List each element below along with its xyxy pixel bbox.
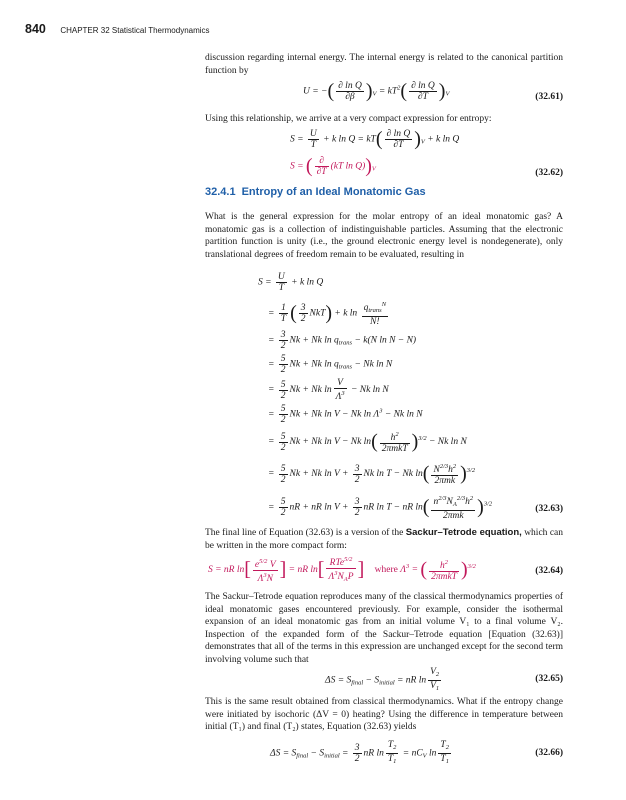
- paragraph-monatomic-gas: What is the general expression for the molar entropy of an ideal monatomic gas? A monatomic gas is a collection of indistinguishable particles. Assuming that the electronic partition function is unity (i.e., the ground electronic energy level is nondegenerate), only translational degrees of freedom remain to be evaluated, resulting in: [205, 212, 563, 260]
- sackur-tetrode-term: Sackur–Tetrode equation,: [405, 527, 522, 538]
- section-number: 32.4.1: [205, 186, 236, 198]
- derivation-line-4: = $\frac{5}{2}$ Nk + Nk $\ln q_{trans} - Nk$ ln N: [268, 354, 393, 375]
- paragraph-entropy-intro: Using this relationship, we arrive at a very compact expression for entropy:: [205, 114, 492, 124]
- equation-entropy-expanded: S = $\frac{U}{T}$ + k ln Q = kT( $\frac{\text{∂ ln Q}}{\partial T}$ )$_V + k$ ln Q: [290, 128, 460, 150]
- derivation-line-9: = $\frac{5}{2}$ nR + nR ln V + $\frac{3}{2}$ nR ln T − nR ln( $\frac{n^{2/3}N_A^{2/3}h^2}{\text{2πmk}}$ )$^{3/2}$: [268, 495, 493, 521]
- eq-number-32-64: (32.64): [535, 566, 563, 576]
- where-text: where: [374, 565, 398, 576]
- derivation-line-6: = $\frac{5}{2}$ Nk + Nk ln V − Nk $\ln \Lambda^3 - Nk$ ln N: [268, 404, 423, 425]
- eq-number-32-63: (32.63): [535, 504, 563, 514]
- paragraph-internal-energy: discussion regarding internal energy. The internal energy is related to the canonical partition function by: [205, 53, 563, 76]
- para4-text-a: The final line of Equation (32.63) is a version of the: [205, 528, 406, 538]
- equation-32-64: S = nR ln[ $\frac{e^{5/2} V}{\Lambda^3N}$ ] = nR ln[ $\frac{RTe^{5/2}}{\Lambda^3N_AP}$ ] where $\Lambda^3$ = ( $\frac{h^2}{\text{2πmkT}}$ )$^{3/2}$: [208, 556, 476, 584]
- eq-number-32-65: (32.65): [535, 674, 563, 684]
- section-heading: [205, 186, 426, 198]
- equation-32-65: $\Delta S = S_{final} - S_{initial}$ = nR ln $\frac{V_2}{V_1}$: [325, 667, 440, 692]
- page-number: 840: [25, 22, 46, 36]
- derivation-line-8: = $\frac{5}{2}$ Nk + Nk ln V + $\frac{3}{2}$ Nk ln T − Nk ln( $\frac{N^{2/3}h^2}{\text{2πmk}}$ )$^{3/2}$: [268, 462, 476, 486]
- paragraph-sackur-tetrode: [205, 527, 563, 552]
- paragraph-isochoric-heating: This is the same result obtained from classical thermodynamics. What if the entropy change were initiated by isochoric (ΔV = 0) heating? Using the difference in temperature between initial (T₁) and final (T₂) states, Equation (32.63) yields: [205, 697, 563, 732]
- equation-32-61: U = −( $\frac{\text{∂ ln Q}}{\partial\beta}$ )$_V = kT^2$( $\frac{\text{∂ ln Q}}{\partial T}$ )$_V$: [303, 80, 450, 102]
- derivation-line-2: = $\frac{1}{T}$ ( $\frac{3}{2}$ NkT) + k ln $\frac{q_{trans}^N}{N!}$: [268, 301, 387, 327]
- eq-number-32-66: (32.66): [535, 748, 563, 758]
- para4-text-b: which can be written in the more compact form:: [205, 528, 563, 551]
- paragraph-isothermal-expansion: The Sackur–Tetrode equation reproduces many of the classical thermodynamics properties of ideal monatomic gases encountered previously. For example, consider the isothermal expansion of an ideal monatomic gas from an initial volume V₁ to a final volume V₂. Inspection of the expanded form of the Sackur–Tetrode equation [Equation (32.63)] demonstrates that all of the terms in this expression are unchanged except for the second term involving volume such that: [205, 592, 563, 665]
- equation-32-66: $\Delta S = S_{final} - S_{initial}$ = $\frac{3}{2}$ nR ln $\frac{T_2}{T_1}$ = $nC_V$ ln $\frac{T_2}{T_1}$: [270, 740, 449, 765]
- derivation-line-7: = $\frac{5}{2}$ Nk + Nk ln V − Nk ln( $\frac{h^2}{\text{2πmkT}}$ )$^{3/2}$ − Nk ln N: [268, 430, 467, 454]
- equation-32-62: S = ( $\frac{\partial}{\partial T}$ (kT $\ln Q))_V$: [290, 155, 376, 177]
- derivation-line-3: = $\frac{3}{2}$ Nk + Nk $\ln q_{trans} - k(N$ ln N − N): [268, 330, 417, 351]
- chapter-title: CHAPTER 32 Statistical Thermodynamics: [60, 26, 210, 35]
- eq-number-32-62: (32.62): [535, 168, 563, 178]
- eq-number-32-61: (32.61): [535, 92, 563, 102]
- derivation-line-5: = $\frac{5}{2}$ Nk + Nk ln $\frac{V}{\Lambda^3}$ − Nk ln N: [268, 378, 389, 402]
- derivation-line-1: S = $\frac{U}{T}$ + k ln Q: [258, 272, 324, 293]
- section-title: Entropy of an Ideal Monatomic Gas: [241, 186, 426, 198]
- page-header: [25, 20, 210, 38]
